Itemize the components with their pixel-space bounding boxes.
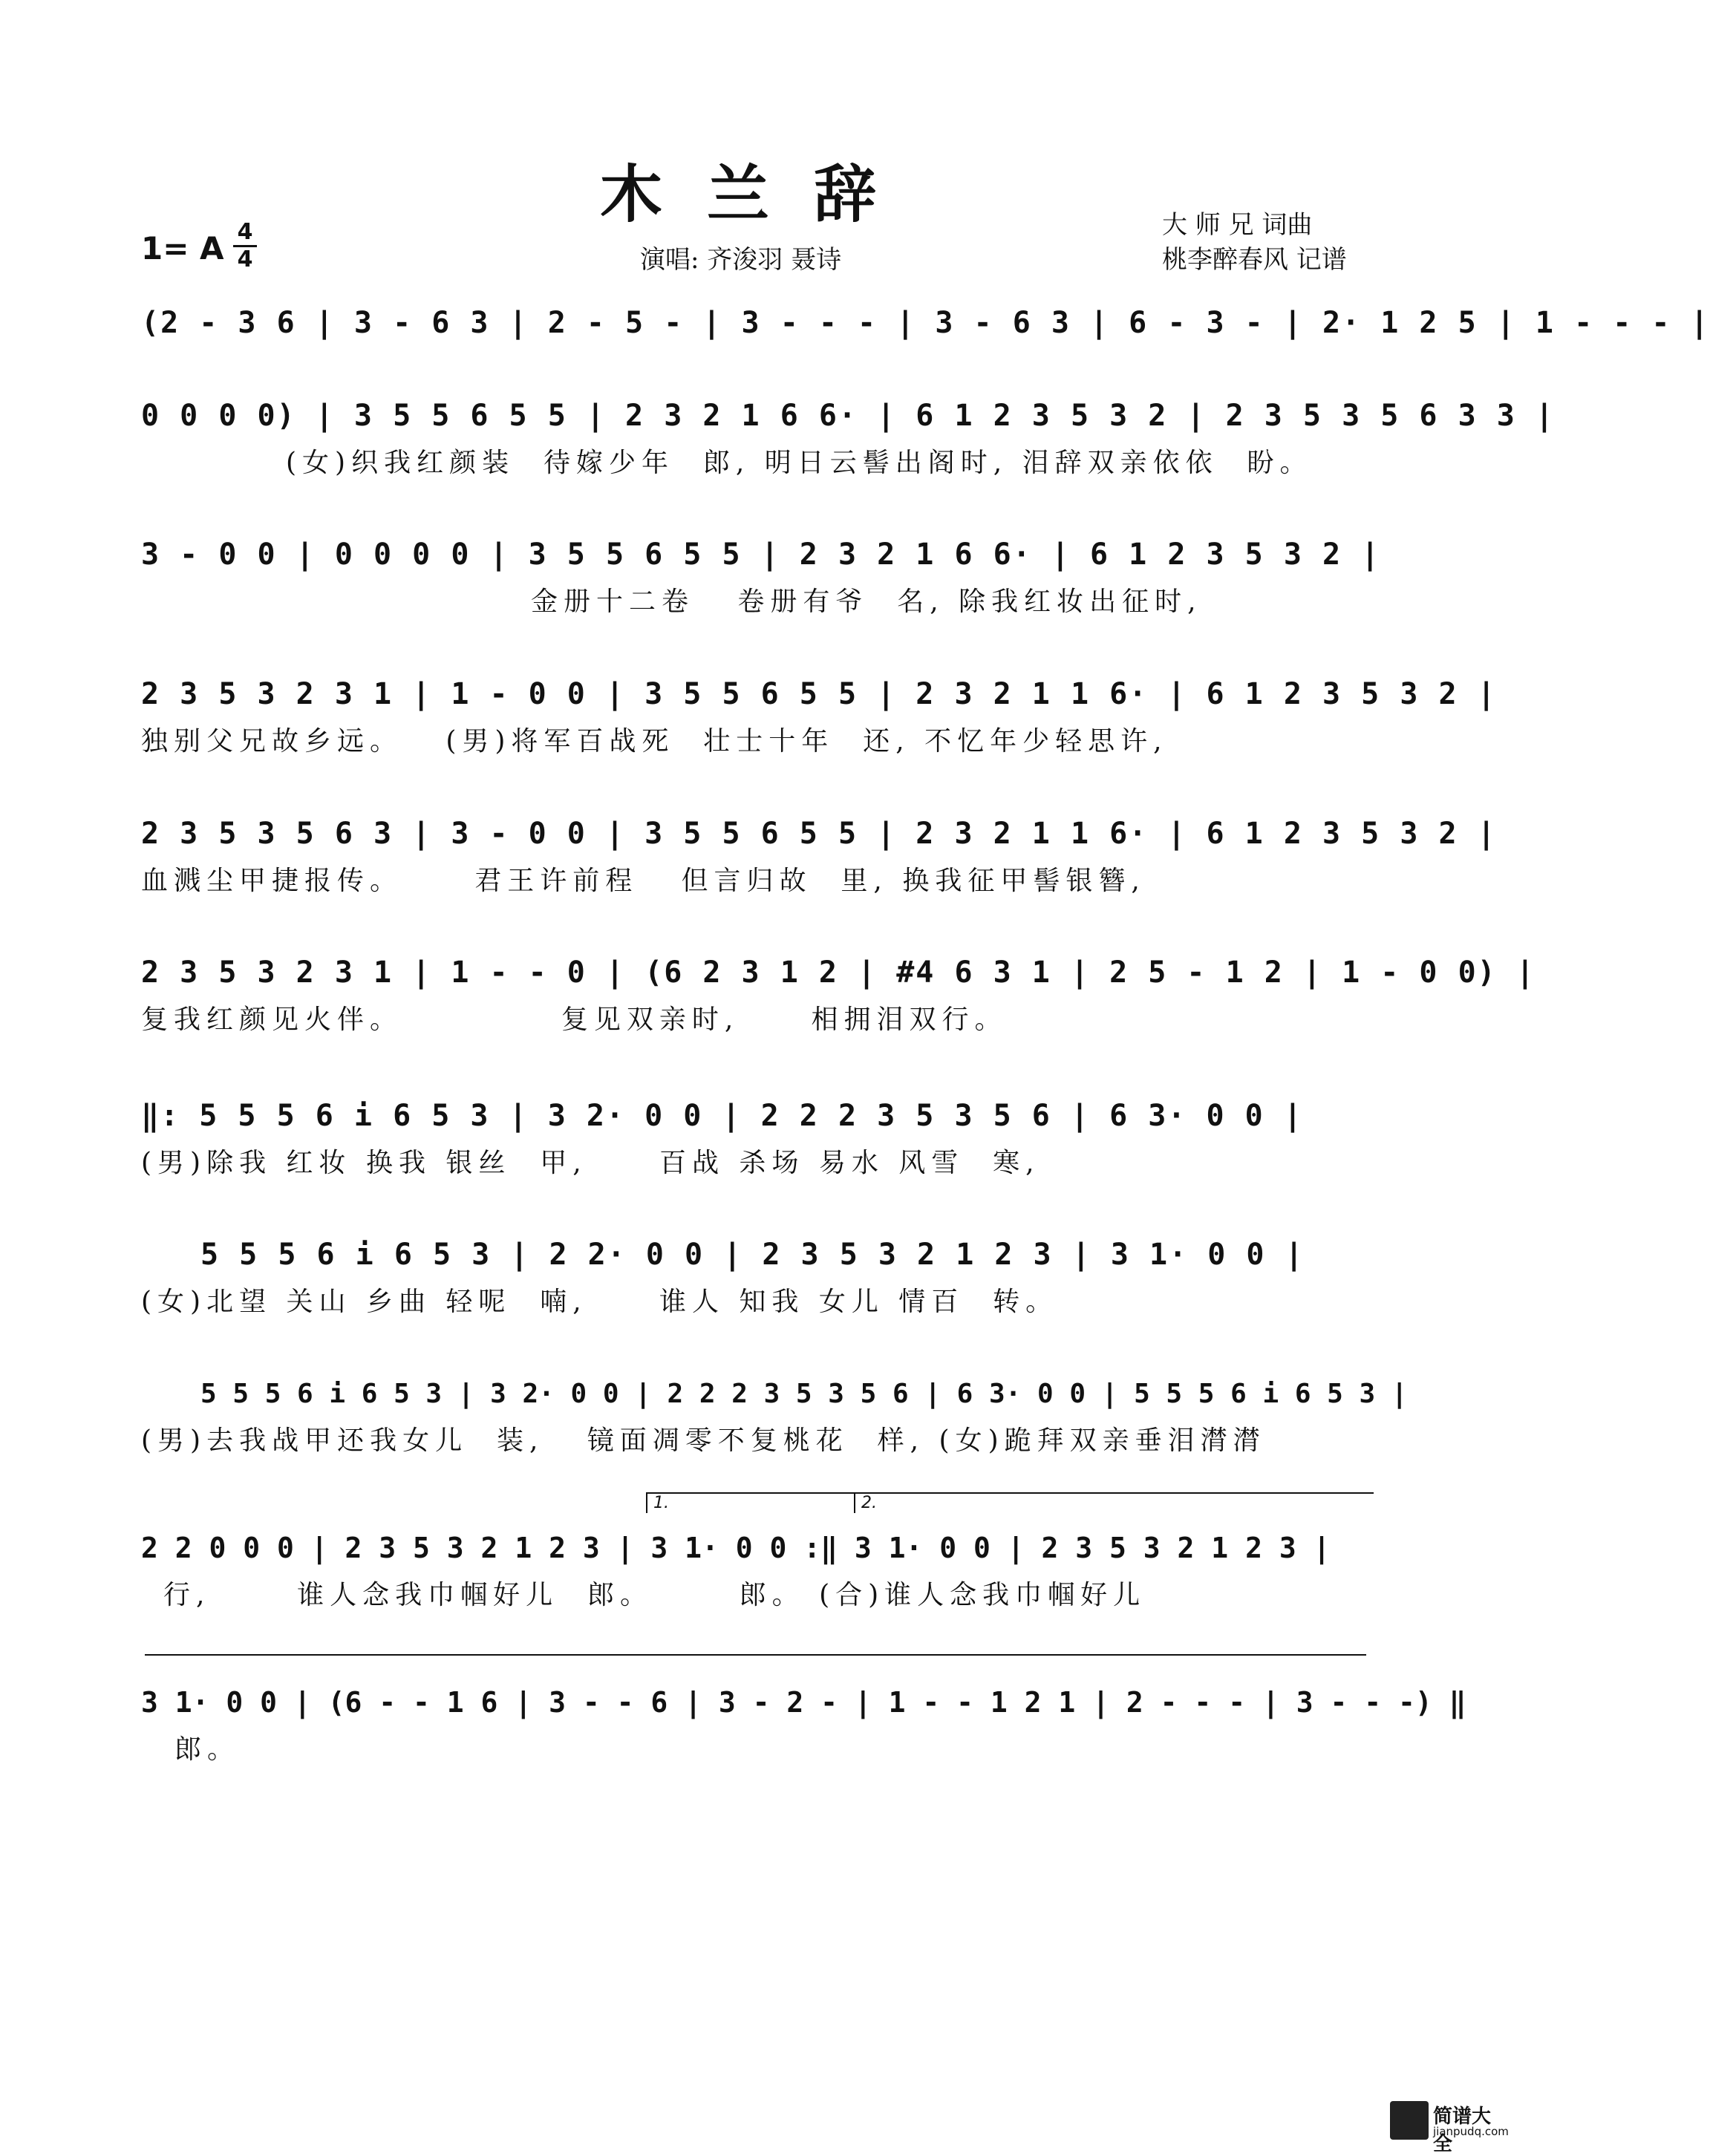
lyrics: (女)织我红颜装 待嫁少年 郎, 明日云髻出阁时, 泪辞双亲依依 盼。 [286,448,1313,478]
notation: 3 1· 0 0 | (6 - - 1 6 | 3 - - 6 | 3 - 2 - | 1 - - 1 2 1 | 2 - - - | 3 - - -) ‖ [141,1686,1466,1719]
score-row-2 [141,390,1555,480]
score-row-7 [141,1090,1377,1180]
transcriber-credit: 桃李醉春风 记谱 [1162,245,1347,275]
volta-first: 1. [646,1492,854,1513]
volta-second: 2. [854,1492,1374,1513]
score-row-10 [141,1522,1377,1612]
notation: ‖: 5 5 5 6 i 6 5 3 | 3 2· 0 0 | 2 2 2 3 5 3 5 6 | 6 3· 0 0 | [141,1099,1303,1133]
song-title: 木兰辞 [599,157,921,231]
lyrics: 血溅尘甲捷报传。 君王许前程 但言归故 里, 换我征甲髻银簪, [141,866,1146,896]
lyrics: 郎。 [174,1734,241,1765]
composer-credit: 大 师 兄 词曲 [1162,210,1313,240]
lyrics: 金册十二卷 卷册有爷 名, 除我红妆出征时, [531,587,1202,617]
lyrics: (男)去我战甲还我女儿 装, 镜面凋零不复桃花 样, (女)跪拜双亲垂泪潸潸 [141,1425,1266,1456]
score-row-3 [141,529,1381,618]
lyrics: 独别父兄故乡远。 (男)将军百战死 壮士十年 还, 不忆年少轻思许, [141,726,1168,757]
key-signature: 1= A [141,230,224,267]
score-row-4 [141,668,1497,758]
lyrics: (女)北望 关山 乡曲 轻呢 喃, 谁人 知我 女儿 情百 转。 [141,1287,1059,1317]
time-signature [230,221,260,271]
volta-continuation-line [145,1654,1366,1656]
score-row-5 [141,808,1497,898]
lyrics: 行, 谁人念我巾帼好儿 郎。 郎。 (合)谁人念我巾帼好儿 [163,1580,1146,1610]
time-signature-top: 4 [237,219,253,245]
watermark-name: 简谱大全 [1433,2106,1492,2155]
notation: 2 3 5 3 5 6 3 | 3 - 0 0 | 3 5 5 6 5 5 | 2 3 2 1 1 6· | 6 1 2 3 5 3 2 | [141,817,1497,851]
score-row-9 [141,1368,1408,1457]
notation: 5 5 5 6 i 6 5 3 | 3 2· 0 0 | 2 2 2 3 5 3 5 6 | 6 3· 0 0 | 5 5 5 6 i 6 5 3 | [200,1378,1408,1409]
notation: 2 3 5 3 2 3 1 | 1 - - 0 | (6 2 3 1 2 | #4 6 3 1 | 2 5 - 1 2 | 1 - 0 0) | [141,956,1536,990]
time-signature-bottom: 4 [237,246,253,272]
score-row-11 [141,1676,1466,1766]
lyrics: 复我红颜见火伴。 复见双亲时, 相拥泪双行。 [141,1004,1008,1035]
performers: 演唱: 齐浚羽 聂诗 [640,245,842,275]
score-row-6 [141,947,1536,1036]
notation: 5 5 5 6 i 6 5 3 | 2 2· 0 0 | 2 3 5 3 2 1 2 3 | 3 1· 0 0 | [200,1238,1305,1272]
notation: 0 0 0 0) | 3 5 5 6 5 5 | 2 3 2 1 6 6· | 6 1 2 3 5 3 2 | 2 3 5 3 5 6 3 3 | [141,399,1555,433]
watermark [1390,2101,1509,2155]
notation: (2 - 3 6 | 3 - 6 3 | 2 - 5 - | 3 - - - | 3 - 6 3 | 6 - 3 - | 2· 1 2 5 | 1 - - - | [141,306,1710,340]
score-row-8 [141,1229,1377,1319]
piano-logo-icon [1390,2101,1429,2140]
lyrics: (男)除我 红妆 换我 银丝 甲, 百战 杀场 易水 风雪 寒, [141,1148,1040,1178]
notation: 2 2 0 0 0 | 2 3 5 3 2 1 2 3 | 3 1· 0 0 :‖ 3 1· 0 0 | 2 3 5 3 2 1 2 3 | [141,1532,1331,1564]
notation: 3 - 0 0 | 0 0 0 0 | 3 5 5 6 5 5 | 2 3 2 1 6 6· | 6 1 2 3 5 3 2 | [141,538,1381,572]
watermark-url: jianpudq.com [1433,2125,1509,2138]
score-row-1 [141,297,1710,349]
notation: 2 3 5 3 2 3 1 | 1 - 0 0 | 3 5 5 6 5 5 | 2 3 2 1 1 6· | 6 1 2 3 5 3 2 | [141,677,1497,711]
